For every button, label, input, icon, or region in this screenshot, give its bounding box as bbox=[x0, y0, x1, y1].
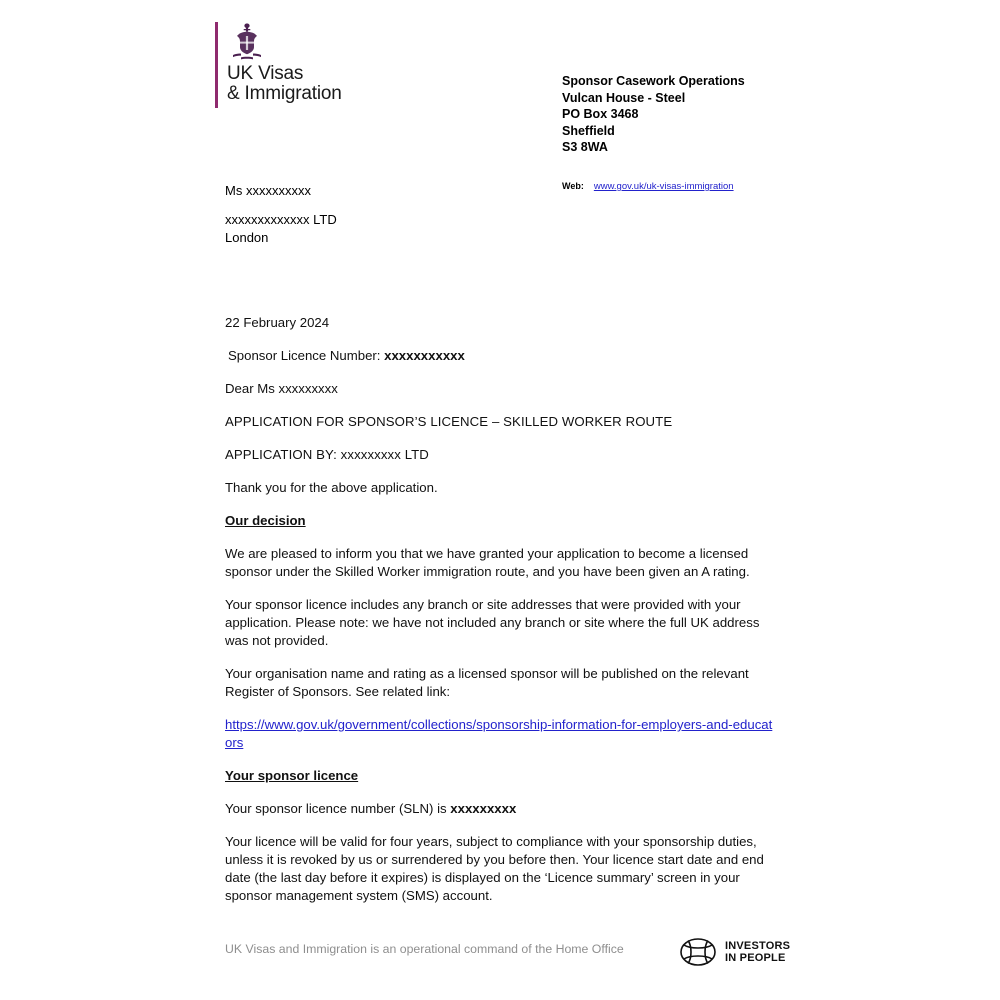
office-address bbox=[562, 73, 745, 156]
applicant-line: APPLICATION BY: xxxxxxxxx LTD bbox=[225, 447, 429, 462]
web-label: Web: bbox=[562, 181, 584, 191]
letter-body bbox=[225, 314, 773, 920]
decision-paragraph-1: We are pleased to inform you that we have granted your application to become a licensed sponsor under the Skilled Worker immigration route, and you have been given an A rating. bbox=[225, 546, 750, 579]
office-address-line-5: S3 8WA bbox=[562, 140, 608, 154]
letterhead-text-block bbox=[227, 22, 342, 108]
subject-line: APPLICATION FOR SPONSOR’S LICENCE – SKILLED WORKER ROUTE bbox=[225, 414, 673, 429]
sln-statement-prefix: Your sponsor licence number (SLN) is bbox=[225, 801, 447, 816]
decision-paragraph-3: Your organisation name and rating as a licensed sponsor will be published on the relevant Register of Sponsors. See related link: bbox=[225, 666, 749, 699]
recipient-city: London bbox=[225, 230, 269, 245]
register-of-sponsors-link[interactable]: https://www.gov.uk/government/collections/sponsorship-information-for-employers-and-educators bbox=[225, 717, 773, 750]
recipient-spacer bbox=[225, 200, 337, 211]
investors-in-people-badge bbox=[678, 936, 790, 968]
recipient-name: Ms xxxxxxxxxx bbox=[225, 183, 311, 198]
sln-statement-value: xxxxxxxxx bbox=[450, 801, 517, 816]
department-name-line2: & Immigration bbox=[227, 83, 342, 104]
sponsor-licence-number-line bbox=[225, 347, 773, 365]
investors-in-people-icon bbox=[678, 936, 718, 968]
iip-line-2: IN PEOPLE bbox=[725, 952, 786, 964]
your-sponsor-licence-heading: Your sponsor licence bbox=[225, 768, 359, 783]
office-address-line-2: Vulcan House - Steel bbox=[562, 90, 686, 105]
sponsor-licence-number-value: xxxxxxxxxxx bbox=[384, 348, 465, 363]
iip-line-1: INVESTORS bbox=[725, 939, 791, 952]
footer-disclaimer: UK Visas and Immigration is an operational command of the Home Office bbox=[225, 942, 624, 956]
salutation: Dear Ms xxxxxxxxx bbox=[225, 381, 338, 396]
letterhead bbox=[215, 22, 405, 108]
royal-crest-icon bbox=[230, 22, 264, 62]
decision-paragraph-2: Your sponsor licence includes any branch or site addresses that were provided with your application. Please note: we have not included any branch or site where the full UK address was not provided. bbox=[225, 597, 760, 648]
licence-validity-paragraph: Your licence will be valid for four years, subject to compliance with your sponsorship duties, unless it is revoked by us or surrendered by you before then. Your licence start date and end date (the last day before it expires) is displayed on the ‘Licence summary’ screen in your sponsor management system (SMS) account. bbox=[225, 834, 764, 903]
investors-in-people-text bbox=[725, 940, 790, 965]
office-address-line-1: Sponsor Casework Operations bbox=[562, 74, 745, 88]
sponsor-licence-number-label: Sponsor Licence Number: bbox=[228, 348, 381, 363]
office-address-line-3: PO Box 3468 bbox=[562, 107, 639, 121]
web-address-line bbox=[562, 181, 734, 192]
department-name-line1: UK Visas bbox=[227, 63, 304, 84]
brand-accent-rule bbox=[215, 22, 218, 108]
our-decision-heading: Our decision bbox=[225, 513, 306, 528]
sln-statement bbox=[225, 800, 773, 818]
office-address-line-4: Sheffield bbox=[562, 123, 615, 138]
recipient-company: xxxxxxxxxxxxx LTD bbox=[225, 212, 337, 227]
recipient-address bbox=[225, 182, 337, 247]
uk-visas-immigration-link[interactable]: www.gov.uk/uk-visas-immigration bbox=[593, 181, 734, 192]
thanks-paragraph: Thank you for the above application. bbox=[225, 480, 438, 495]
letter-date: 22 February 2024 bbox=[225, 315, 330, 330]
